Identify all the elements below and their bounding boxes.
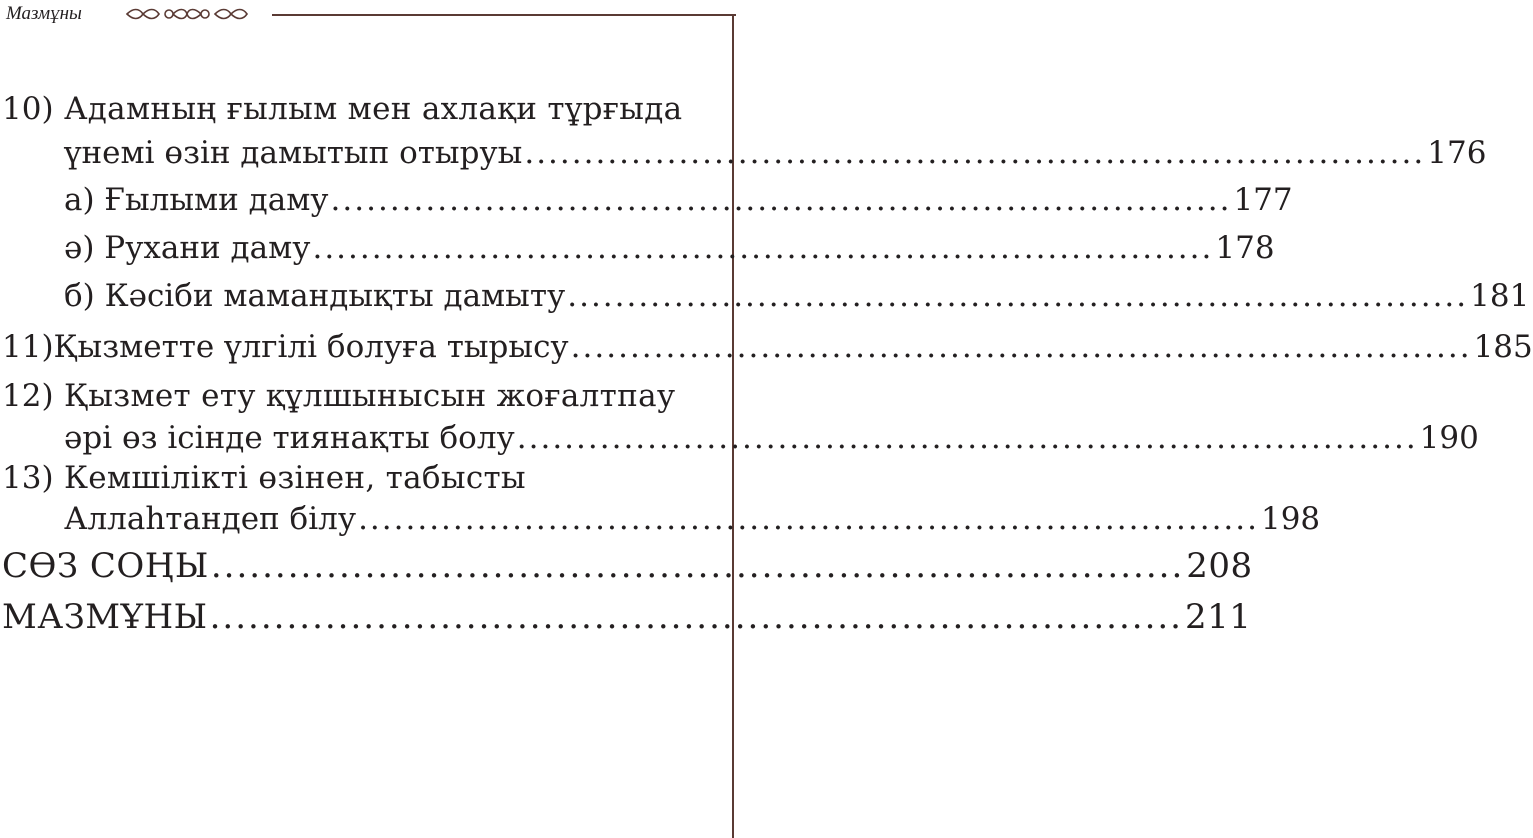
toc-title: б) Кәсіби мамандықты дамыту — [64, 278, 566, 314]
toc-page-number: 208 — [1186, 546, 1253, 586]
toc-title: СӨЗ СОҢЫ — [2, 546, 209, 586]
toc-page-number: 185 — [1473, 329, 1533, 365]
toc-title: үнемі өзін дамытып отыруы — [64, 135, 523, 171]
toc-entry-10-line1 — [0, 87, 690, 131]
toc-page-number: 176 — [1427, 135, 1487, 171]
toc-title: МАЗМҰНЫ — [2, 597, 208, 637]
header-title: Мазмұны — [6, 3, 82, 24]
toc-title-line1: Қызмет ету құлшынысын жоғалтпау — [64, 378, 676, 414]
toc-title-line1: Кемшілікті өзінен, табысты — [64, 460, 526, 496]
toc-entry-contents[interactable] — [2, 595, 1252, 639]
toc-entry-13[interactable] — [64, 497, 1321, 541]
toc-leader-dots: ............................................................................ — [358, 501, 1259, 537]
toc-leader-dots: ............................................................................ — [330, 182, 1232, 218]
toc-entry-13-line1 — [0, 456, 690, 500]
toc-leader-dots: ............................................................................ — [312, 230, 1214, 266]
toc-title: Қызметте үлгілі болуға тырысу — [53, 329, 569, 365]
toc-entry-11[interactable] — [2, 325, 1533, 369]
toc-number: 12) — [2, 378, 54, 414]
toc-leader-dots: ............................................................................ — [209, 597, 1183, 637]
toc-page-number: 211 — [1185, 597, 1252, 637]
toc-leader-dots: ............................................................................ — [570, 329, 1472, 365]
toc-page-number: 178 — [1215, 230, 1275, 266]
toc-number: 10) — [2, 91, 54, 127]
toc-leader-dots: ............................................................................ — [567, 278, 1469, 314]
toc-number: 13) — [2, 460, 54, 496]
toc-entry-10a[interactable] — [64, 178, 1293, 222]
toc-title: Аллаһтандеп білу — [64, 501, 357, 537]
toc-title: ә) Рухани даму — [64, 230, 311, 266]
toc-entry-10b[interactable] — [64, 226, 1275, 270]
toc-number: 11) — [2, 329, 54, 365]
toc-entry-10c[interactable] — [64, 274, 1530, 318]
toc-entry-12[interactable] — [64, 416, 1479, 460]
toc-title: әрі өз ісінде тиянақты болу — [64, 420, 515, 456]
toc-leader-dots: ............................................................................ — [524, 135, 1426, 171]
toc-page-number: 198 — [1260, 501, 1321, 537]
toc-entry-10[interactable] — [64, 131, 1487, 175]
toc-entry-12-line1 — [0, 374, 690, 418]
toc-page-number: 190 — [1419, 420, 1479, 456]
toc-entry-afterword[interactable] — [2, 544, 1253, 588]
toc-leader-dots: ............................................................................ — [210, 546, 1185, 586]
toc-leader-dots: ............................................................................ — [516, 420, 1418, 456]
toc-page-number: 181 — [1470, 278, 1530, 314]
toc-title-line1: Адамның ғылым мен ахлақи тұрғыда — [64, 91, 683, 127]
toc-page-number: 177 — [1233, 182, 1293, 218]
toc-title: а) Ғылыми даму — [64, 182, 329, 218]
